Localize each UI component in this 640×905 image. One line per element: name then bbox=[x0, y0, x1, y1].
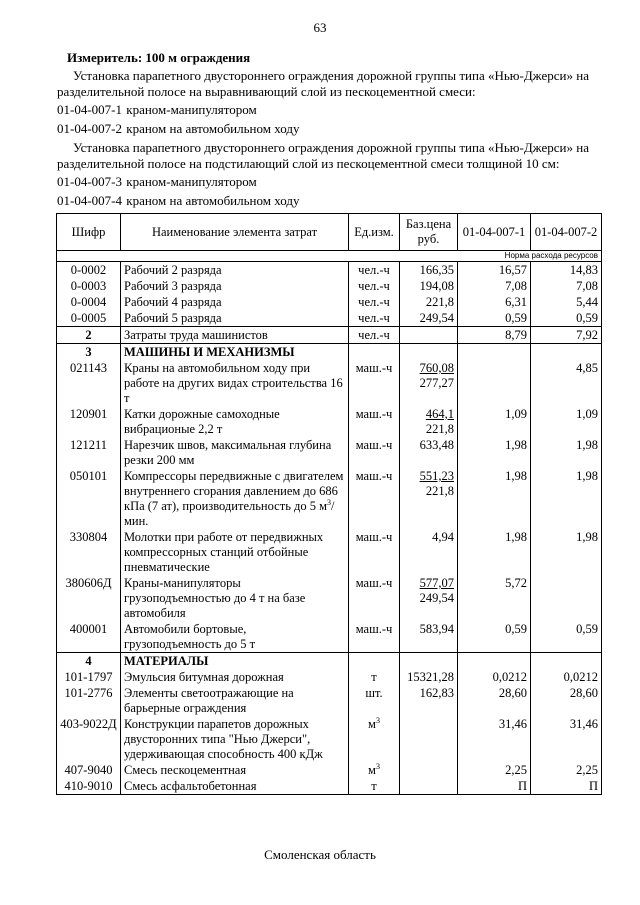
table-row: 0-0004 Рабочий 4 разряда чел.-ч 221,8 6,31 5,44 bbox=[57, 294, 602, 310]
resource-norms-table bbox=[56, 213, 602, 795]
header-code: Шифр bbox=[57, 214, 121, 251]
header-col-1: 01-04-007-1 bbox=[458, 214, 531, 251]
table-row: 330804 Молотки при работе от передвижных компрессорных станций отбойные пневматические маш.-ч 4,94 1,98 1,98 bbox=[57, 529, 602, 575]
footer-region: Смоленская область bbox=[264, 847, 376, 862]
intro-paragraph-1: Установка парапетного двустороннего ограждения дорожной группы типа «Нью-Джерси» на разделительной полосе на выравнивающий слой из пескоцементной смеси: bbox=[57, 68, 589, 99]
code-line: 01-04-007-4 краном на автомобильном ходу bbox=[57, 193, 300, 208]
table-row: 407-9040 Смесь пескоцементная $м^3$ 2,25 2,25 bbox=[57, 762, 602, 778]
table-row: 0-0005 Рабочий 5 разряда чел.-ч 249,54 0,59 0,59 bbox=[57, 310, 602, 327]
meter-heading: Измеритель: 100 м ограждения bbox=[67, 50, 251, 65]
table-row: 403-9022Д Конструкции парапетов дорожных двусторонних типа "Нью Джерси", удерживающая способность 400 кДж $м^3$ 31,46 31,46 bbox=[57, 716, 602, 762]
table-row: 380606Д Краны-манипуляторы грузоподъемностью до 4 т на базе автомобиля маш.-ч 577,07 249,54 5,72 bbox=[57, 575, 602, 621]
table-row: 121211 Нарезчик швов, максимальная глубина резки 200 мм маш.-ч 633,48 1,98 1,98 bbox=[57, 437, 602, 468]
table-row: 101-2776 Элементы светоотражающие на барьерные ограждения шт. 162,83 28,60 28,60 bbox=[57, 685, 602, 716]
header-price: Баз.цена руб. bbox=[400, 214, 458, 251]
table-row: 2 Затраты труда машинистов чел.-ч 8,79 7,92 bbox=[57, 327, 602, 344]
header-name: Наименование элемента затрат bbox=[121, 214, 349, 251]
code-line: 01-04-007-1 краном-манипулятором bbox=[57, 102, 257, 117]
intro-paragraph-2: Установка парапетного двустороннего ограждения дорожной группы типа «Нью-Джерси» на разделительной полосе на подстилающий слой из пескоцементной смеси толщиной 10 см: bbox=[57, 140, 589, 171]
table-row: 0-0002 Рабочий 2 разряда чел.-ч 166,35 16,57 14,83 bbox=[57, 262, 602, 279]
section-heading-row: 3 МАШИНЫ И МЕХАНИЗМЫ bbox=[57, 344, 602, 361]
table-row: 410-9010 Смесь асфальтобетонная т П П bbox=[57, 778, 602, 795]
table-row: 400001 Автомобили бортовые, грузоподъемность до 5 т маш.-ч 583,94 0,59 0,59 bbox=[57, 621, 602, 653]
table-row: 021143 Краны на автомобильном ходу при работе на других видах строительства 16 т маш.-ч 760,08 277,27 4,85 bbox=[57, 360, 602, 406]
header-unit: Ед.изм. bbox=[349, 214, 400, 251]
table-header-row bbox=[57, 214, 602, 251]
code-line: 01-04-007-3 краном-манипулятором bbox=[57, 174, 257, 189]
norm-label-row bbox=[57, 251, 602, 262]
intro-block bbox=[57, 50, 612, 212]
section-heading-row: 4 МАТЕРИАЛЫ bbox=[57, 653, 602, 670]
page-number: 63 bbox=[313, 20, 327, 35]
norm-label: Норма расхода ресурсов bbox=[57, 251, 602, 262]
table-row: 0-0003 Рабочий 3 разряда чел.-ч 194,08 7,08 7,08 bbox=[57, 278, 602, 294]
table-row: 120901 Катки дорожные самоходные вибрационые 2,2 т маш.-ч 464,1 221,8 1,09 1,09 bbox=[57, 406, 602, 437]
table-row: 101-1797 Эмульсия битумная дорожная т 15321,28 0,0212 0,0212 bbox=[57, 669, 602, 685]
header-col-2: 01-04-007-2 bbox=[531, 214, 602, 251]
code-line: 01-04-007-2 краном на автомобильном ходу bbox=[57, 121, 300, 136]
table-row: 050101 Компрессоры передвижные с двигателем внутреннего сгорания давлением до 686 кПа (7 ат), производительность до 5 $м^3$/мин. маш.-ч 551,23 221,8 1,98 1,98 bbox=[57, 468, 602, 529]
